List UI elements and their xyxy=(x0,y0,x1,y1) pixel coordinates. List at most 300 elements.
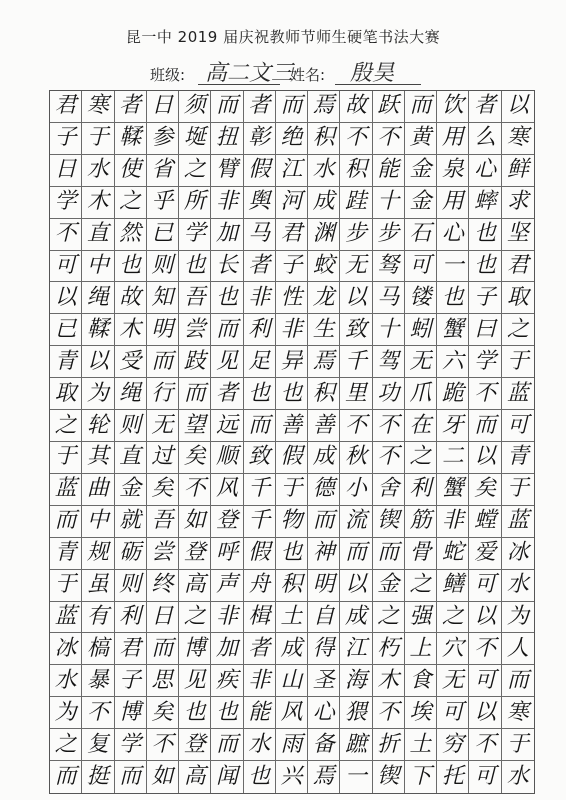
grid-cell: 成 xyxy=(340,602,372,634)
grid-cell: 海 xyxy=(340,665,372,697)
grid-cell: 用 xyxy=(437,123,469,155)
grid-cell: 也 xyxy=(276,538,308,570)
grid-cell: 里 xyxy=(340,378,372,410)
grid-cell: 利 xyxy=(115,602,147,634)
grid-cell: 假 xyxy=(244,155,276,187)
grid-cell: 也 xyxy=(469,251,501,283)
grid-cell: 不 xyxy=(340,123,372,155)
grid-cell: 水 xyxy=(82,155,114,187)
grid-cell: 也 xyxy=(244,761,276,793)
grid-cell: 尝 xyxy=(147,538,179,570)
grid-cell: 高 xyxy=(179,570,211,602)
grid-cell: 筋 xyxy=(405,506,437,538)
grid-cell: 为 xyxy=(502,602,534,634)
grid-cell: 心 xyxy=(469,155,501,187)
grid-cell: 子 xyxy=(469,282,501,314)
grid-cell: 者 xyxy=(211,378,243,410)
grid-cell: 备 xyxy=(308,729,340,761)
grid-cell: 为 xyxy=(50,697,82,729)
grid-cell: 积 xyxy=(276,570,308,602)
grid-cell: 行 xyxy=(147,378,179,410)
grid-cell: 江 xyxy=(276,155,308,187)
grid-cell: 可 xyxy=(469,570,501,602)
grid-cell: 于 xyxy=(502,346,534,378)
grid-cell: 而 xyxy=(211,314,243,346)
grid-cell: 驾 xyxy=(373,346,405,378)
grid-cell: 镂 xyxy=(405,282,437,314)
grid-cell: 彰 xyxy=(244,123,276,155)
grid-cell: 非 xyxy=(211,187,243,219)
grid-cell: 积 xyxy=(308,123,340,155)
grid-cell: 不 xyxy=(179,474,211,506)
grid-cell: 蛇 xyxy=(437,538,469,570)
grid-cell: 无 xyxy=(340,251,372,283)
grid-cell: 不 xyxy=(147,729,179,761)
grid-cell: 折 xyxy=(373,729,405,761)
grid-cell: 埃 xyxy=(405,697,437,729)
grid-cell: 金 xyxy=(373,570,405,602)
grid-cell: 暴 xyxy=(82,665,114,697)
grid-cell: 之 xyxy=(373,602,405,634)
grid-cell: 螳 xyxy=(469,506,501,538)
name-value: 殷昊 xyxy=(350,61,395,86)
grid-cell: 而 xyxy=(244,410,276,442)
grid-cell: 土 xyxy=(276,602,308,634)
grid-cell: 爱 xyxy=(469,538,501,570)
grid-cell: 非 xyxy=(276,314,308,346)
grid-cell: 于 xyxy=(502,474,534,506)
grid-cell: 学 xyxy=(469,346,501,378)
grid-cell: 牙 xyxy=(437,410,469,442)
grid-cell: 强 xyxy=(405,602,437,634)
grid-cell: 坚 xyxy=(502,219,534,251)
grid-cell: 受 xyxy=(115,346,147,378)
grid-cell: 吾 xyxy=(179,282,211,314)
grid-cell: 不 xyxy=(340,410,372,442)
grid-cell: 蟹 xyxy=(437,314,469,346)
grid-cell: 寒 xyxy=(502,697,534,729)
grid-cell: 也 xyxy=(276,378,308,410)
grid-cell: 无 xyxy=(437,665,469,697)
grid-cell: 不 xyxy=(469,378,501,410)
grid-cell: 顺 xyxy=(211,442,243,474)
grid-cell: 水 xyxy=(244,729,276,761)
grid-cell: 鳝 xyxy=(437,570,469,602)
grid-cell: 可 xyxy=(469,665,501,697)
grid-cell: 木 xyxy=(115,314,147,346)
grid-cell: 焉 xyxy=(308,761,340,793)
grid-cell: 省 xyxy=(147,155,179,187)
grid-cell: 么 xyxy=(469,123,501,155)
grid-cell: 以 xyxy=(82,346,114,378)
grid-cell: 闻 xyxy=(211,761,243,793)
grid-cell: 利 xyxy=(244,314,276,346)
grid-cell: 而 xyxy=(502,665,534,697)
grid-cell: 君 xyxy=(276,219,308,251)
grid-cell: 秋 xyxy=(340,442,372,474)
grid-cell: 猥 xyxy=(340,697,372,729)
grid-cell: 之 xyxy=(179,602,211,634)
grid-cell: 君 xyxy=(502,251,534,283)
grid-cell: 圣 xyxy=(308,665,340,697)
grid-cell: 者 xyxy=(244,633,276,665)
writing-grid xyxy=(49,90,535,794)
grid-cell: 下 xyxy=(405,761,437,793)
grid-cell: 已 xyxy=(50,314,82,346)
grid-cell: 冰 xyxy=(502,538,534,570)
grid-cell: 绝 xyxy=(276,123,308,155)
grid-cell: 轮 xyxy=(82,410,114,442)
grid-cell: 以 xyxy=(469,602,501,634)
grid-cell: 则 xyxy=(147,251,179,283)
grid-cell: 蹠 xyxy=(340,729,372,761)
grid-cell: 善 xyxy=(308,410,340,442)
grid-cell: 日 xyxy=(147,91,179,123)
grid-cell: 千 xyxy=(244,474,276,506)
grid-cell: 物 xyxy=(276,506,308,538)
grid-cell: 小 xyxy=(340,474,372,506)
grid-cell: 成 xyxy=(308,187,340,219)
grid-cell: 非 xyxy=(437,506,469,538)
grid-cell: 一 xyxy=(437,251,469,283)
grid-cell: 见 xyxy=(211,346,243,378)
grid-cell: 之 xyxy=(405,570,437,602)
grid-cell: 不 xyxy=(373,410,405,442)
name-underline xyxy=(335,84,421,85)
grid-cell: 高 xyxy=(179,761,211,793)
grid-cell: 土 xyxy=(405,729,437,761)
grid-cell: 者 xyxy=(469,91,501,123)
student-info xyxy=(0,56,566,88)
grid-cell: 取 xyxy=(50,378,82,410)
grid-cell: 蟀 xyxy=(469,187,501,219)
grid-cell: 异 xyxy=(276,346,308,378)
grid-cell: 中 xyxy=(82,506,114,538)
grid-cell: 槁 xyxy=(82,633,114,665)
grid-cell: 鲜 xyxy=(502,155,534,187)
grid-cell: 也 xyxy=(469,219,501,251)
grid-cell: 疾 xyxy=(211,665,243,697)
grid-cell: 参 xyxy=(147,123,179,155)
grid-cell: 取 xyxy=(502,282,534,314)
grid-cell: 而 xyxy=(340,538,372,570)
grid-cell: 跪 xyxy=(437,378,469,410)
grid-cell: 子 xyxy=(50,123,82,155)
grid-cell: 中 xyxy=(82,251,114,283)
grid-cell: 矣 xyxy=(147,474,179,506)
grid-cell: 假 xyxy=(244,538,276,570)
grid-cell: 不 xyxy=(373,442,405,474)
grid-cell: 而 xyxy=(147,633,179,665)
grid-cell: 流 xyxy=(340,506,372,538)
grid-cell: 登 xyxy=(211,506,243,538)
grid-cell: 也 xyxy=(115,251,147,283)
grid-cell: 不 xyxy=(82,697,114,729)
grid-cell: 不 xyxy=(50,219,82,251)
grid-cell: 泉 xyxy=(437,155,469,187)
grid-cell: 矣 xyxy=(179,442,211,474)
grid-cell: 尝 xyxy=(179,314,211,346)
grid-cell: 明 xyxy=(147,314,179,346)
grid-cell: 见 xyxy=(179,665,211,697)
grid-cell: 跃 xyxy=(373,91,405,123)
grid-cell: 蓝 xyxy=(50,602,82,634)
grid-cell: 楫 xyxy=(244,602,276,634)
grid-cell: 善 xyxy=(276,410,308,442)
grid-cell: 埏 xyxy=(179,123,211,155)
grid-cell: 直 xyxy=(115,442,147,474)
grid-cell: 之 xyxy=(50,410,82,442)
grid-cell: 蚓 xyxy=(405,314,437,346)
grid-cell: 可 xyxy=(437,697,469,729)
grid-cell: 故 xyxy=(115,282,147,314)
grid-cell: 在 xyxy=(405,410,437,442)
grid-cell: 有 xyxy=(82,602,114,634)
grid-cell: 舟 xyxy=(244,570,276,602)
grid-cell: 以 xyxy=(340,282,372,314)
grid-cell: 也 xyxy=(179,251,211,283)
grid-cell: 德 xyxy=(308,474,340,506)
grid-cell: 矣 xyxy=(469,474,501,506)
grid-cell: 鞣 xyxy=(115,123,147,155)
grid-cell: 非 xyxy=(211,602,243,634)
grid-cell: 之 xyxy=(179,155,211,187)
grid-cell: 而 xyxy=(115,761,147,793)
grid-cell: 金 xyxy=(405,155,437,187)
grid-cell: 人 xyxy=(502,633,534,665)
grid-cell: 能 xyxy=(373,155,405,187)
grid-cell: 马 xyxy=(373,282,405,314)
grid-cell: 心 xyxy=(308,697,340,729)
grid-cell: 而 xyxy=(179,378,211,410)
grid-cell: 以 xyxy=(340,570,372,602)
grid-cell: 水 xyxy=(506,764,529,790)
grid-cell: 学 xyxy=(179,219,211,251)
grid-cell: 也 xyxy=(211,697,243,729)
grid-cell: 思 xyxy=(147,665,179,697)
grid-cell: 而 xyxy=(211,91,243,123)
grid-cell: 而 xyxy=(50,506,82,538)
grid-cell: 鞣 xyxy=(82,314,114,346)
grid-cell: 水 xyxy=(502,570,534,602)
grid-cell: 臂 xyxy=(211,155,243,187)
grid-cell: 而 xyxy=(50,761,82,793)
grid-cell: 黄 xyxy=(405,123,437,155)
grid-cell: 绳 xyxy=(82,282,114,314)
grid-cell: 直 xyxy=(82,219,114,251)
grid-cell: 木 xyxy=(373,665,405,697)
grid-cell: 致 xyxy=(244,442,276,474)
grid-cell: 而 xyxy=(405,91,437,123)
grid-cell: 十 xyxy=(373,187,405,219)
grid-cell: 然 xyxy=(115,219,147,251)
grid-cell: 声 xyxy=(211,570,243,602)
grid-cell: 无 xyxy=(405,346,437,378)
grid-cell: 明 xyxy=(308,570,340,602)
grid-cell: 驽 xyxy=(373,251,405,283)
name-label: 姓名: xyxy=(290,66,326,84)
grid-cell: 于 xyxy=(502,729,534,761)
grid-cell: 木 xyxy=(82,187,114,219)
grid-cell: 兴 xyxy=(276,761,308,793)
grid-cell: 博 xyxy=(179,633,211,665)
grid-cell: 虽 xyxy=(82,570,114,602)
grid-cell: 穴 xyxy=(437,633,469,665)
grid-cell: 跬 xyxy=(340,187,372,219)
grid-cell: 冰 xyxy=(50,633,82,665)
grid-cell: 君 xyxy=(115,633,147,665)
grid-cell: 加 xyxy=(211,633,243,665)
grid-cell: 于 xyxy=(50,442,82,474)
grid-cell: 舍 xyxy=(373,474,405,506)
grid-cell: 子 xyxy=(276,251,308,283)
grid-cell: 而 xyxy=(308,506,340,538)
grid-cell: 蟹 xyxy=(437,474,469,506)
grid-cell: 为 xyxy=(82,378,114,410)
grid-cell: 千 xyxy=(340,346,372,378)
grid-cell: 自 xyxy=(308,602,340,634)
grid-cell: 河 xyxy=(276,187,308,219)
grid-cell: 可 xyxy=(469,761,501,793)
grid-cell: 以 xyxy=(469,697,501,729)
grid-cell: 求 xyxy=(502,187,534,219)
grid-cell: 则 xyxy=(115,410,147,442)
grid-cell: 可 xyxy=(502,410,534,442)
grid-cell: 足 xyxy=(244,346,276,378)
grid-cell: 无 xyxy=(147,410,179,442)
grid-cell: 绳 xyxy=(115,378,147,410)
grid-cell: 焉 xyxy=(308,91,340,123)
grid-cell: 登 xyxy=(179,538,211,570)
grid-cell: 可 xyxy=(405,251,437,283)
grid-cell: 性 xyxy=(276,282,308,314)
grid-cell: 知 xyxy=(147,282,179,314)
grid-cell: 马 xyxy=(244,219,276,251)
grid-cell: 子 xyxy=(115,665,147,697)
grid-cell: 于 xyxy=(276,474,308,506)
grid-cell: 砺 xyxy=(115,538,147,570)
grid-cell: 吾 xyxy=(147,506,179,538)
grid-cell: 生 xyxy=(308,314,340,346)
grid-cell: 风 xyxy=(276,697,308,729)
grid-cell: 蛟 xyxy=(308,251,340,283)
grid-cell: 如 xyxy=(147,761,179,793)
grid-cell: 使 xyxy=(115,155,147,187)
grid-cell: 博 xyxy=(115,697,147,729)
grid-cell: 日 xyxy=(147,602,179,634)
grid-cell: 成 xyxy=(276,633,308,665)
grid-cell: 青 xyxy=(50,538,82,570)
grid-cell: 可 xyxy=(50,251,82,283)
grid-cell: 学 xyxy=(115,729,147,761)
grid-cell: 以 xyxy=(50,282,82,314)
grid-cell: 龙 xyxy=(308,282,340,314)
grid-cell: 骨 xyxy=(405,538,437,570)
grid-cell: 长 xyxy=(211,251,243,283)
grid-cell: 也 xyxy=(437,282,469,314)
grid-cell: 致 xyxy=(340,314,372,346)
grid-cell: 之 xyxy=(502,314,534,346)
grid-cell: 金 xyxy=(405,187,437,219)
grid-cell: 神 xyxy=(308,538,340,570)
grid-cell: 得 xyxy=(308,633,340,665)
class-value: 高二文三 xyxy=(205,61,294,86)
grid-cell: 于 xyxy=(50,570,82,602)
grid-cell: 非 xyxy=(244,282,276,314)
grid-cell: 挺 xyxy=(82,761,114,793)
grid-cell: 曰 xyxy=(469,314,501,346)
grid-cell: 跂 xyxy=(179,346,211,378)
grid-cell: 蓝 xyxy=(502,378,534,410)
grid-cell: 心 xyxy=(437,219,469,251)
grid-cell: 规 xyxy=(82,538,114,570)
grid-cell: 穷 xyxy=(437,729,469,761)
grid-cell: 扭 xyxy=(211,123,243,155)
grid-cell: 步 xyxy=(340,219,372,251)
grid-cell: 不 xyxy=(373,697,405,729)
grid-cell: 终 xyxy=(147,570,179,602)
grid-cell: 而 xyxy=(147,346,179,378)
grid-cell: 功 xyxy=(373,378,405,410)
grid-cell: 也 xyxy=(211,282,243,314)
grid-cell: 焉 xyxy=(308,346,340,378)
grid-cell: 蓝 xyxy=(50,474,82,506)
grid-cell: 如 xyxy=(179,506,211,538)
grid-cell: 也 xyxy=(179,697,211,729)
grid-cell: 已 xyxy=(147,219,179,251)
grid-cell: 不 xyxy=(469,633,501,665)
grid-cell: 也 xyxy=(244,378,276,410)
grid-cell: 而 xyxy=(211,729,243,761)
grid-cell: 望 xyxy=(179,410,211,442)
grid-cell: 一 xyxy=(340,761,372,793)
grid-cell: 渊 xyxy=(308,219,340,251)
grid-cell: 金 xyxy=(115,474,147,506)
grid-cell: 学 xyxy=(50,187,82,219)
grid-cell: 之 xyxy=(405,442,437,474)
grid-cell: 雨 xyxy=(276,729,308,761)
grid-cell: 风 xyxy=(211,474,243,506)
grid-cell: 饮 xyxy=(437,91,469,123)
grid-cell: 以 xyxy=(502,91,534,123)
grid-cell: 锲 xyxy=(373,506,405,538)
grid-cell: 成 xyxy=(308,442,340,474)
grid-cell: 石 xyxy=(405,219,437,251)
grid-cell: 寒 xyxy=(82,91,114,123)
grid-cell: 十 xyxy=(373,314,405,346)
grid-cell: 须 xyxy=(179,91,211,123)
grid-cell: 就 xyxy=(115,506,147,538)
grid-cell: 水 xyxy=(308,155,340,187)
page-title: 昆一中 2019 届庆祝教师节师生硬笔书法大赛 xyxy=(125,28,441,46)
grid-cell: 登 xyxy=(179,729,211,761)
class-underline xyxy=(198,84,280,85)
grid-cell: 爪 xyxy=(405,378,437,410)
grid-cell: 君 xyxy=(50,91,82,123)
grid-cell: 非 xyxy=(244,665,276,697)
grid-cell: 过 xyxy=(147,442,179,474)
grid-cell: 以 xyxy=(469,442,501,474)
grid-cell: 六 xyxy=(437,346,469,378)
grid-cell: 其 xyxy=(82,442,114,474)
grid-cell: 而 xyxy=(469,410,501,442)
grid-cell: 复 xyxy=(82,729,114,761)
grid-cell: 者 xyxy=(244,91,276,123)
grid-cell: 江 xyxy=(340,633,372,665)
grid-cell: 用 xyxy=(437,187,469,219)
class-label: 班级: xyxy=(150,66,186,84)
grid-cell: 乎 xyxy=(147,187,179,219)
